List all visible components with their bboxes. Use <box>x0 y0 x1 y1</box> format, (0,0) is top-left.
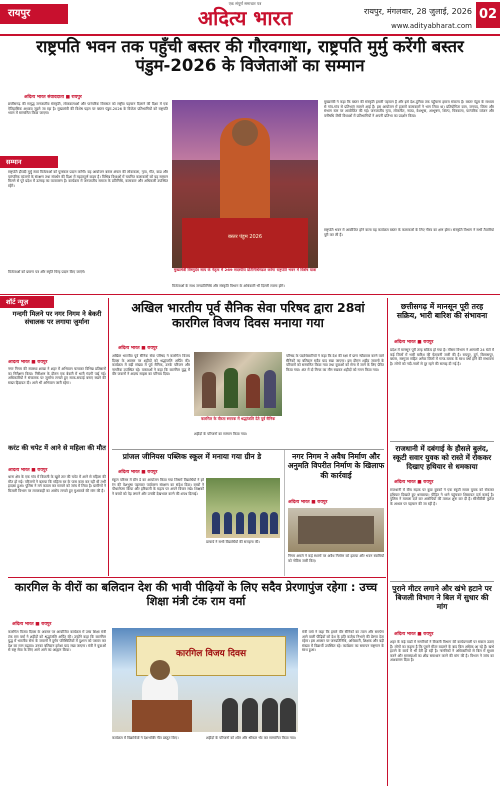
encroach-body: निगम अमले ने कई स्थानों पर अवैध निर्माण को हटाया और भवन स्वामियों को नोटिस जारी किए। <box>288 554 384 563</box>
brief1-body <box>8 360 106 442</box>
lead-body-col3b: राष्ट्रपति भवन में आयोजित होने वाला यह कार्यक्रम बस्तर के कलाकारों के लिए गौरव का क्षण होगा। संस्कृति विभाग ने सभी तैयारियां पूरी कर ली हैं। <box>324 228 494 237</box>
lead-photo <box>172 100 318 268</box>
kargil-photo <box>194 352 282 416</box>
section-tag: रायपुर <box>0 4 68 24</box>
encroach-photo <box>288 508 384 552</box>
photo-person <box>202 372 216 408</box>
electricity-headline: पुराने मीटर लगाने और खंभे हटाने पर बिजली विभाग ने बिल में सुधार की मांग <box>392 584 492 612</box>
photo-lectern <box>132 700 192 732</box>
crime-headline: राजधानी में दबंगाई के हौसले बुलंद, स्कूटी सवार युवक को रास्ते में रोककर दिखाए हथियार से धमकाया <box>392 444 492 471</box>
photo-face <box>232 120 258 146</box>
minister-body-col2: कार्यक्रम में विद्यार्थियों ने देशभक्ति गीत प्रस्तुत किए। <box>112 736 179 740</box>
story-divider <box>112 449 384 450</box>
school-body2: प्राचार्य ने सभी विद्यार्थियों की सराहना की। <box>206 540 260 544</box>
lead-body-col3: मुख्यमंत्री ने कहा कि बस्तर की संस्कृति हमारी पहचान है और इसे देश-दुनिया तक पहुँचाना हमारा संकल्प है। बस्तर पंडुम के माध्यम से गांव-गांव से प्रतिभाएं सामने आई हैं। इस आयोजन में हजारों कलाकारों ने भाग लिया था। प्रतियोगिता ग्राम, जनपद, जिला और संभाग स्तर पर आयोजित की गई। जनजातीय नृत्य, लोकगीत, नाट्य, वेशभूषा, आभूषण, शिल्प, चित्रकला, पारंपरिक व्यंजन और वनौषधि जैसी विधाओं में प्रतिभागियों ने अपनी प्रतिभा का प्रदर्शन किया। <box>324 100 494 118</box>
minister-body-col1: कारगिल विजय दिवस के अवसर पर आयोजित कार्यक्रम में उच्च शिक्षा मंत्री टंक राम वर्मा ने शहीदों को श्रद्धांजलि अर्पित की। उन्होंने कहा कि कारगिल युद्ध में भारतीय सेना के जवानों ने दुर्गम परिस्थितियों में दुश्मन को परास्त कर देश का मान बढ़ाया। उनका बलिदान हमेशा याद रखा जाएगा। मंत्री ने युवाओं से राष्ट्र सेवा के लिए आगे आने का आह्वान किया। <box>8 630 106 653</box>
lead-body-col2b: विजेताओं को प्रमाण पत्र और स्मृति चिन्ह प्रदान किए जाएंगे। <box>8 270 86 274</box>
kargil-body-col1: अखिल भारतीय पूर्व सैनिक सेवा परिषद ने कारगिल विजय दिवस के अवसर पर शहीदों को श्रद्धांजलि अर्पित की। कार्यक्रम में बड़ी संख्या में पूर्व सैनिक, उनके परिजन और नागरिक उपस्थित रहे। वक्ताओं ने कहा कि कारगिल युद्ध में वीर जवानों ने अदम्य साहस का परिचय दिया। <box>112 354 190 377</box>
kargil-photo-caption: कारगिल के वीरता स्मारक में श्रद्धांजलि देते पूर्व सैनिक <box>200 416 275 421</box>
school-body: स्कूल परिसर में ग्रीन डे का आयोजन किया गया जिसमें विद्यार्थियों ने हरे रंग की वेशभूषा पहनकर पर्यावरण संरक्षण का संदेश दिया। बच्चों ने पौधारोपण किया और हरियाली के महत्व पर अपने विचार रखे। शिक्षकों ने बच्चों को पेड़ लगाने और उनकी देखभाल करने की शपथ दिलाई। <box>112 478 204 496</box>
brief2-headline: करंट की चपेट में आने से महिला की मौत <box>8 444 106 452</box>
photo-speaker-head <box>150 660 170 680</box>
minister-headline: कारगिल के वीरों का बलिदान देश की भावी पीढ़ियों के लिए सदैव प्रेरणापुंज रहेगा : उच्च शिक्षा मंत्री टंक राम वर्मा <box>14 580 378 608</box>
brief2-body <box>8 468 106 574</box>
page-number: 02 <box>476 2 500 28</box>
school-photo <box>206 478 280 538</box>
section-divider <box>8 577 386 578</box>
photo-child <box>236 512 244 534</box>
lead-body-bottom: विजेताओं के साथ जनप्रतिनिधि और संस्कृति विभाग के अधिकारी भी दिल्ली रवाना होंगे। <box>172 284 285 288</box>
photo-person <box>224 368 238 408</box>
photo-banner-text: कारगिल विजय दिवस <box>175 649 247 659</box>
column-rule <box>387 298 388 786</box>
school-headline: प्रांजल जीनियस पब्लिक स्कूल में मनाया गया ग्रीन डे <box>122 452 262 461</box>
masthead <box>0 0 500 36</box>
kargil-headline: अखिल भारतीय पूर्व सैनिक सेवा परिषद द्वारा 28वां कारगिल विजय दिवस मनाया गया <box>131 300 365 330</box>
lead-headline: राष्ट्रपति भवन तक पहुँची बस्तर की गौरवगाथा, राष्ट्रपति मुर्मु करेंगी बस्तर पंडुम-2026 के विजेताओं का सम्मान <box>36 37 464 75</box>
minister-body-col3: शहीदों के परिजनों को शॉल और श्रीफल भेंट कर सम्मानित किया गया। <box>206 736 297 740</box>
column-rule <box>108 298 109 576</box>
photo-person <box>246 374 260 408</box>
school-byline: अदित्य भारत ■ रायपुर <box>118 470 158 475</box>
minister-byline: अदित्य भारत ■ रायपुर <box>12 622 52 627</box>
crime-body: राजधानी में बीच सड़क पर कुछ युवकों ने एक स्कूटी सवार युवक को रोककर हथियार दिखाते हुए धमकाया। पीड़ित ने थाने पहुंचकर शिकायत दर्ज कराई है। पुलिस ने मामला दर्ज कर आरोपियों की तलाश शुरू कर दी है। सीसीटीवी फुटेज के आधार पर पहचान की जा रही है। <box>390 488 494 506</box>
electricity-byline: अदित्य भारत ■ रायपुर <box>394 632 434 637</box>
short-news-tag: शॉर्ट न्यूज़ <box>0 296 54 308</box>
photo-audience <box>242 698 258 732</box>
photo-person <box>264 370 276 408</box>
newspaper-logo <box>180 1 310 33</box>
website-url: www.adityabharat.com <box>391 22 472 30</box>
photo-podium-text: बस्तर पंडुम 2026 <box>227 234 263 240</box>
brief2-text: थाना क्षेत्र के एक गांव में बिजली के खुले तार की चपेट में आने से महिला की मौत हो गई। परिजनों ने बताया कि महिला घर के पास काम कर रही थी तभी हादसा हुआ। पुलिस ने मर्ग कायम कर मामले को जांच में लिया है। ग्रामीणों ने बिजली विभाग पर लापरवाही का आरोप लगाते हुए मुआवजे की मांग की है। <box>8 475 106 493</box>
crime-byline: अदित्य भारत ■ रायपुर <box>394 480 434 485</box>
kargil-byline: अदित्य भारत ■ रायपुर <box>118 346 158 351</box>
encroach-headline: नगर निगम ने अवैध निर्माण और अनुमति विपरीत निर्माण के खिलाफ की कार्रवाई <box>287 452 385 480</box>
lead-photo-caption: मुख्यमंत्री विष्णुदेव साय के नेतृत्व में 269 सदस्यीय प्रतिनिधिमंडल करेगा राष्ट्रपति भवन में विशेष यात्रा <box>173 267 317 272</box>
logo-tagline: एक संपूर्ण समाचार पत्र <box>228 1 262 6</box>
photo-wall <box>298 516 374 544</box>
brief1-headline: गन्दगी मिलने पर नगर निगम ने बेकरी संचालक पर लगाया जुर्माना <box>12 310 102 327</box>
encroach-byline: अदित्य भारत ■ रायपुर <box>288 500 328 505</box>
lead-body-col1: छत्तीसगढ़ की समृद्ध जनजातीय संस्कृति, लोककलाओं और पारंपरिक विरासत को राष्ट्रीय पहचान दिलाने की दिशा में एक ऐतिहासिक अध्याय जुड़ने जा रहा है। मुख्यमंत्री की विशेष पहल पर बस्तर पंडुम-2026 के विजेता प्रतिभागियों को राष्ट्रपति भवन में सम्मानित किया जाएगा। <box>8 102 168 116</box>
monsoon-body: प्रदेश में मानसून पूरी तरह सक्रिय हो गया है। मौसम विभाग ने आगामी 24 घंटों में कई जिलों में भारी बारिश की चेतावनी जारी की है। रायपुर, दुर्ग, बिलासपुर, बस्तर, सरगुजा सहित अनेक जिलों में गरज-चमक के साथ वर्षा होने की संभावना है। लोगों को नदी-नालों से दूर रहने की सलाह दी गई है। <box>390 348 494 366</box>
photo-child <box>270 512 278 534</box>
brief1-text: नगर निगम की स्वास्थ्य शाखा ने शहर में अभियान चलाकर विभिन्न प्रतिष्ठानों का निरीक्षण किया। निरीक्षण के दौरान एक बेकरी में भारी गंदगी पाई गई। अधिकारियों ने संचालक पर जुर्माना लगाते हुए साफ-सफाई बनाए रखने की सख्त हिदायत दी। आगे भी अभियान जारी रहेगा। <box>8 367 106 385</box>
monsoon-headline: छत्तीसगढ़ में मानसून पूरी तरह सक्रिय, भारी बारिश की संभावना <box>396 302 488 321</box>
photo-audience <box>222 698 238 732</box>
lead-byline: अदित्य भारत संवाददाता ■ रायपुर <box>24 95 82 100</box>
brief2-byline: अदित्य भारत ■ रायपुर <box>8 468 48 473</box>
photo-child <box>212 512 220 534</box>
photo-audience <box>262 698 278 732</box>
kargil-body-col2b: शहीदों के परिजनों का सम्मान किया गया। <box>194 432 248 436</box>
lead-body-col1b: राष्ट्रपति द्रौपदी मुर्मु स्वयं विजेताओं को पुरस्कार प्रदान करेंगी। यह आयोजन बस्तर अंचल की लोककला, नृत्य, गीत, वाद्य और पारंपरिक व्यंजनों के संरक्षण तथा संवर्धन की दिशा में महत्वपूर्ण कदम है। विभिन्न विधाओं में चयनित कलाकारों को यह सम्मान मिलने से पूरे प्रदेश में उत्साह का वातावरण है। कार्यक्रम में जनजातीय समाज के प्रतिनिधि, कलाकार और अधिकारी उपस्थित रहेंगे। <box>8 170 168 188</box>
kargil-body-col3: परिषद के पदाधिकारियों ने कहा कि देश की रक्षा में प्राण न्यौछावर करने वाले सैनिकों का बलिदान सदैव याद रखा जाएगा। इस दौरान शहीद जवानों के परिवारों को सम्मानित किया गया तथा युवाओं को सेना में जाने के लिए प्रेरित किया गया। अंत में दो मिनट का मौन रखकर शहीदों को नमन किया गया। <box>286 354 384 372</box>
electricity-body: शहर के कई वार्डों में नागरिकों ने बिजली विभाग की कार्यप्रणाली पर सवाल उठाए हैं। लोगों का कहना है कि पुराने मीटर बदलने के बाद बिल अधिक आ रहे हैं। खंभे हटाने के कार्य में भी देरी हो रही है। नागरिकों ने अधिकारियों से बिल में सुधार करने और समस्याओं का शीघ्र समाधान करने की मांग की है। विभाग ने जांच का आश्वासन दिया है। <box>390 640 494 663</box>
story-divider <box>390 581 494 582</box>
photo-podium <box>182 218 308 268</box>
photo-audience <box>280 698 296 732</box>
dateline: रायपुर, मंगलवार, 28 जुलाई, 2026 <box>363 7 472 16</box>
logo-name: अदित्य भारत <box>197 6 293 30</box>
samman-tag: सम्मान <box>0 156 58 168</box>
column-rule <box>284 450 285 576</box>
photo-child <box>224 512 232 534</box>
photo-child <box>248 512 256 534</box>
minister-body-col4: मंत्री वर्मा ने कहा कि हमारे वीर सैनिकों का त्याग और समर्पण आने वाली पीढ़ियों को देश के प्रति कर्तव्य निभाने की प्रेरणा देता रहेगा। इस अवसर पर जनप्रतिनिधि, अधिकारी, शिक्षक और बड़ी संख्या में विद्यार्थी उपस्थित रहे। कार्यक्रम का समापन राष्ट्रगान के साथ हुआ। <box>302 630 384 653</box>
section-divider <box>0 294 500 295</box>
photo-child <box>260 512 268 534</box>
minister-photo <box>112 628 298 732</box>
brief1-byline: अदित्य भारत ■ रायपुर <box>8 360 48 365</box>
story-divider <box>390 441 494 442</box>
monsoon-byline: अदित्य भारत ■ रायपुर <box>394 340 434 345</box>
